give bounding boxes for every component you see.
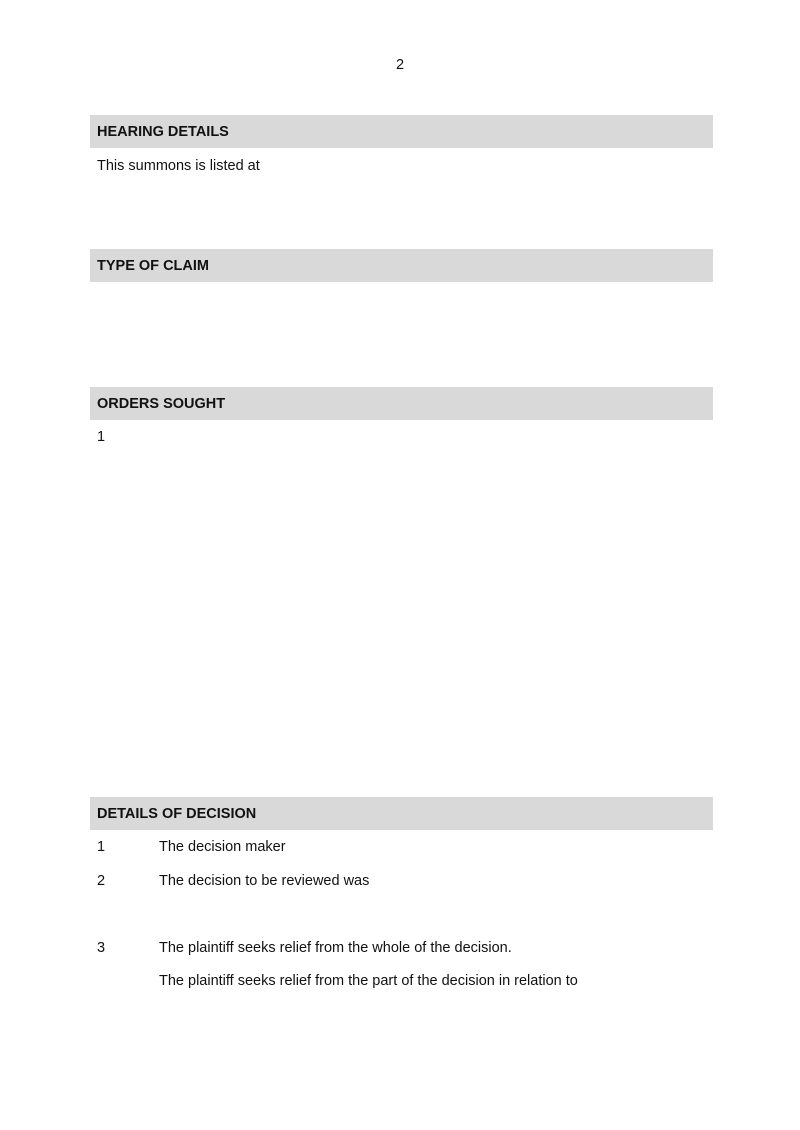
page-number: 2 bbox=[395, 57, 405, 73]
decision-maker-text: The decision maker bbox=[159, 839, 286, 855]
orders-sought-heading: ORDERS SOUGHT bbox=[90, 387, 713, 420]
hearing-details-heading: HEARING DETAILS bbox=[90, 115, 713, 148]
type-of-claim-heading: TYPE OF CLAIM bbox=[90, 249, 713, 282]
hearing-details-text: This summons is listed at bbox=[97, 158, 260, 174]
orders-sought-item-number: 1 bbox=[97, 429, 106, 445]
decision-item-number: 1 bbox=[97, 839, 106, 855]
decision-item-number: 2 bbox=[97, 873, 106, 889]
relief-whole-text: The plaintiff seeks relief from the whole of the decision. bbox=[159, 940, 512, 956]
details-of-decision-heading: DETAILS OF DECISION bbox=[90, 797, 713, 830]
relief-part-text: The plaintiff seeks relief from the part of the decision in relation to bbox=[159, 973, 578, 989]
decision-reviewed-text: The decision to be reviewed was bbox=[159, 873, 370, 889]
decision-item-number: 3 bbox=[97, 940, 106, 956]
